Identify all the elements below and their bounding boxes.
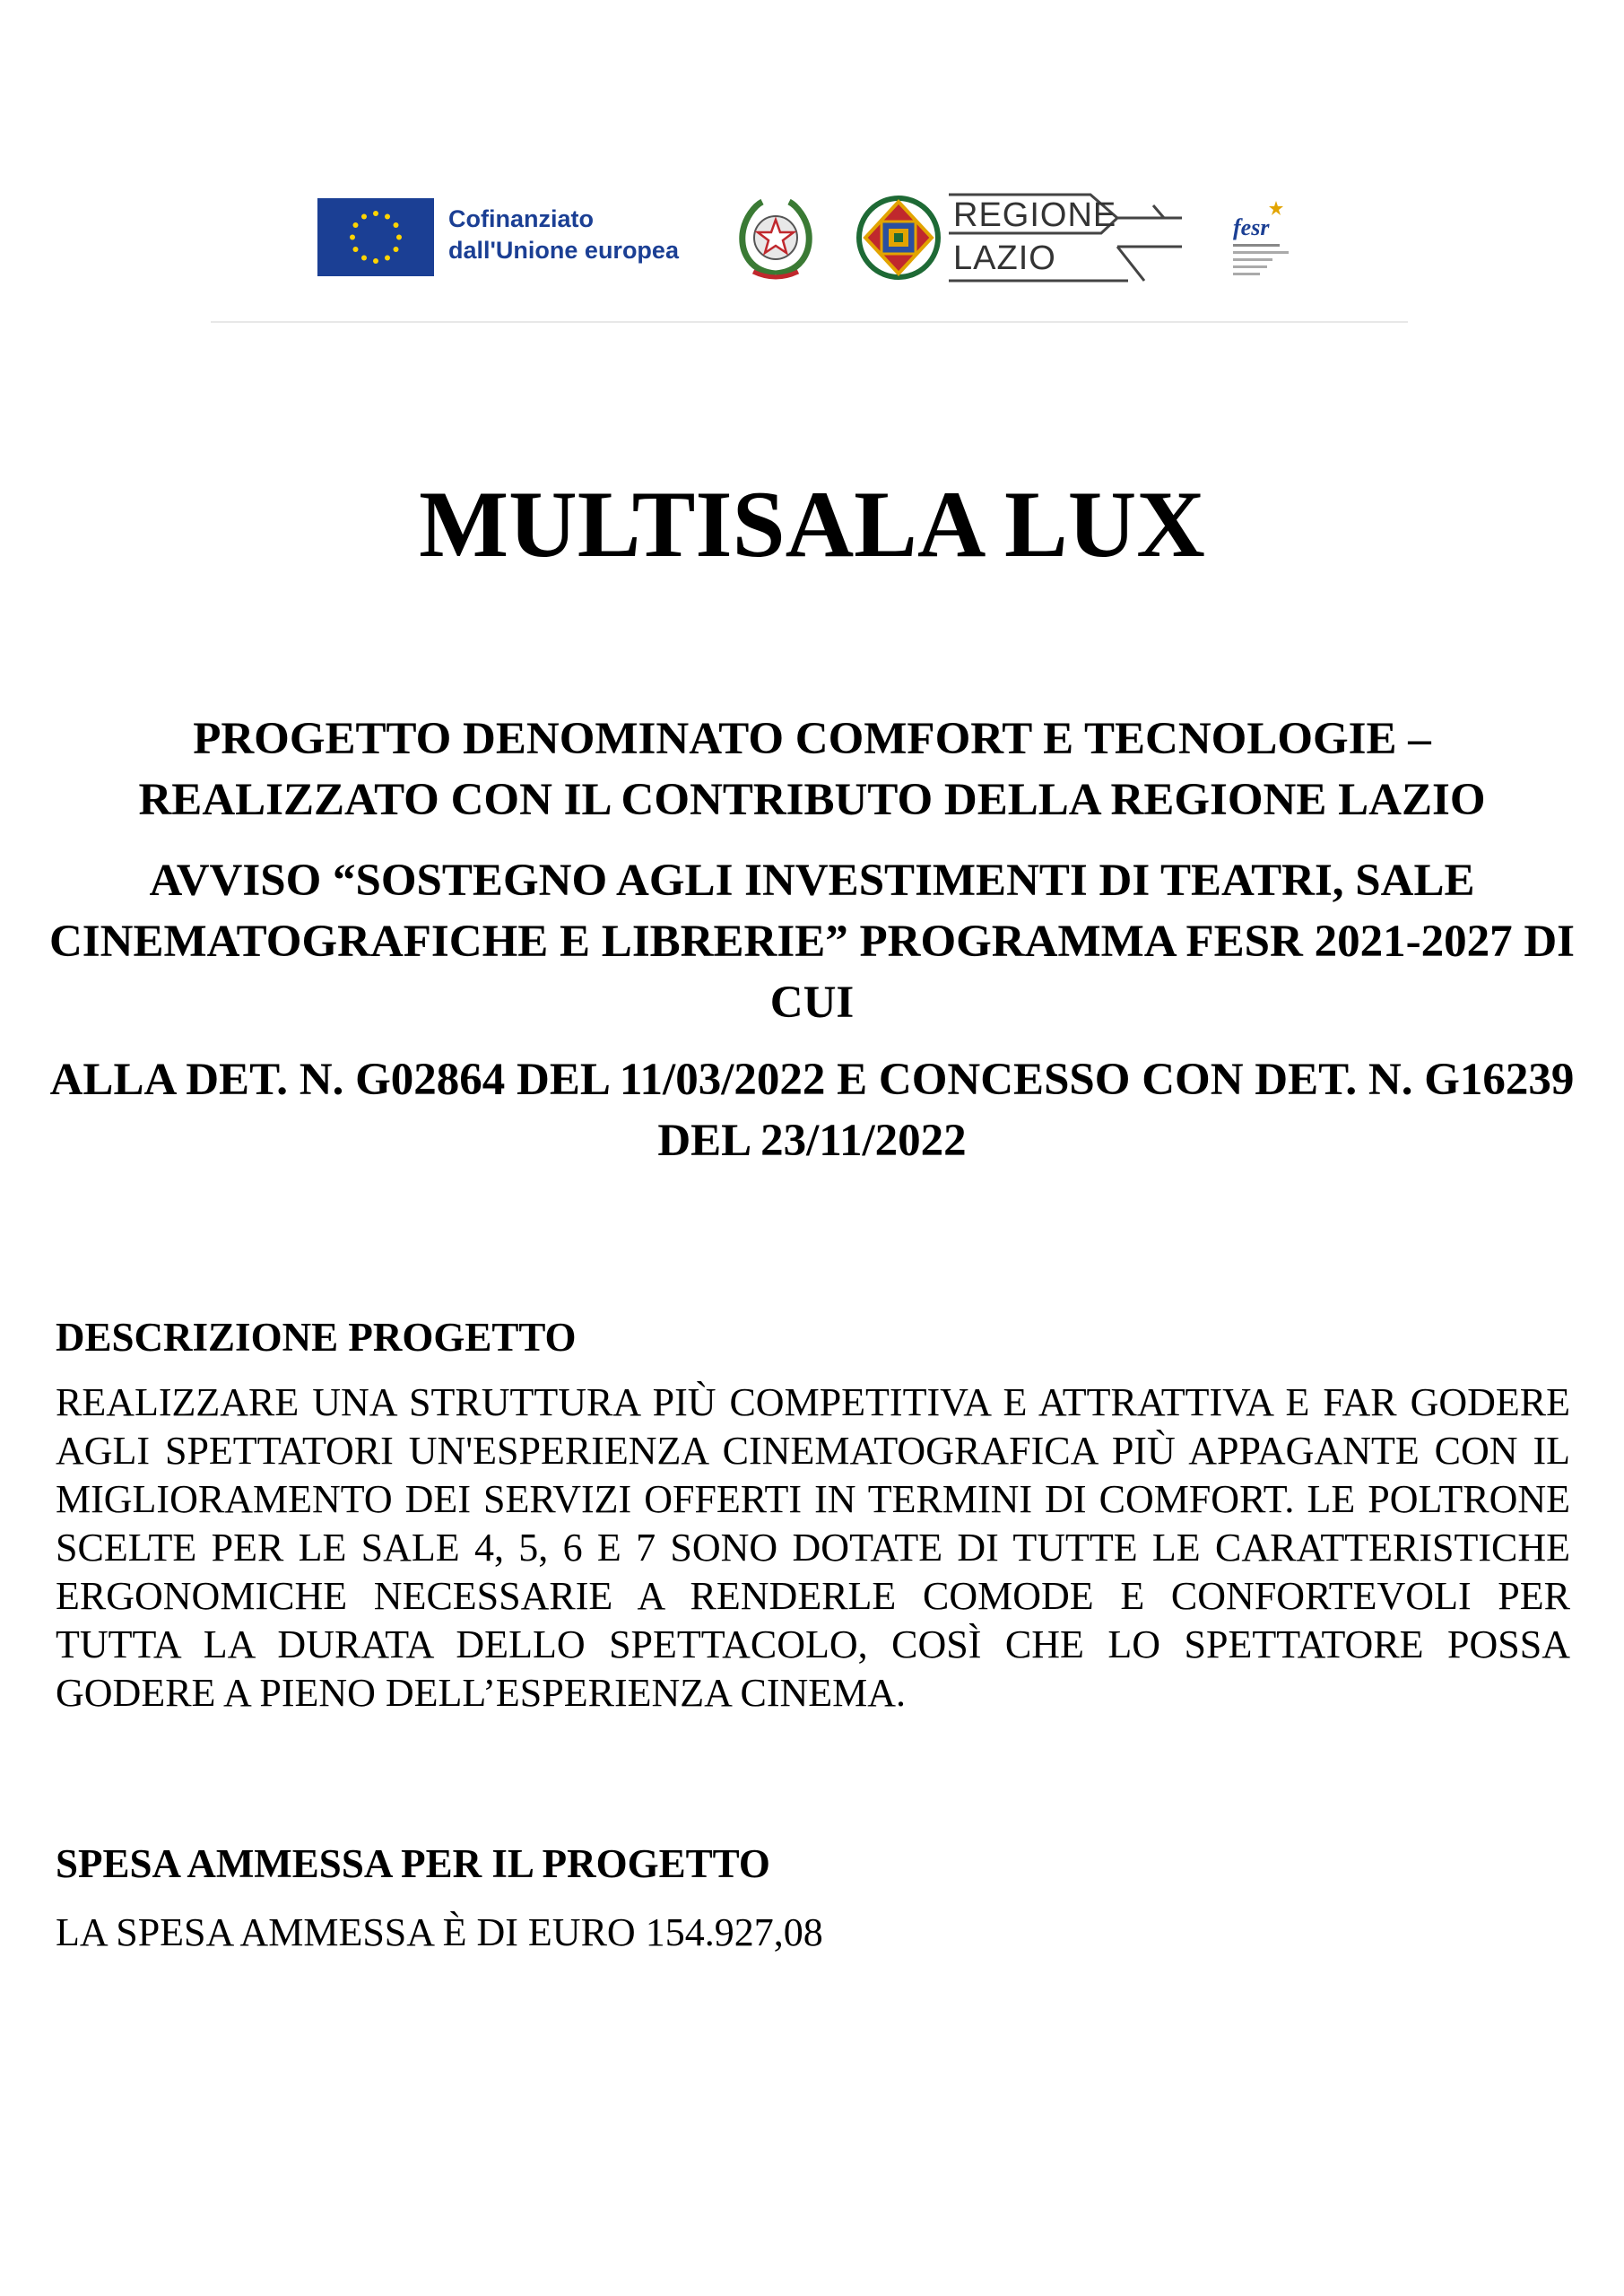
lazio-word-lazio: LAZIO <box>953 239 1056 277</box>
regione-lazio-wordmark <box>949 193 1184 283</box>
header-divider <box>211 321 1408 323</box>
spesa-section-title: SPESA AMMESSA PER IL PROGETTO <box>56 1841 770 1886</box>
eu-cofinanced-label <box>448 204 679 266</box>
project-heading: PROGETTO DENOMINATO COMFORT E TECNOLOGIE – REALIZZATO CON IL CONTRIBUTO DELLA REGIONE LAZIO <box>138 714 1486 825</box>
eu-label-line1: Cofinanziato <box>448 205 594 232</box>
spesa-text: LA SPESA AMMESSA È DI EURO 154.927,08 <box>56 1910 823 1954</box>
page-title: MULTISALA LUX <box>419 472 1205 577</box>
svg-text:fesr: fesr <box>1233 214 1270 240</box>
description-text: REALIZZARE UNA STRUTTURA PIÙ COMPETITIVA E ATTRATTIVA E FAR GODERE AGLI SPETTATORI UN'ESPERIENZA CINEMATOGRAFICA PIÙ APPAGANTE CON IL MIGLIORAMENTO DEI SERVIZI OFFERTI IN TERMINI DI COMFORT. LE POLTRONE SCELTE PER LE SALE 4, 5, 6 E 7 SONO DOTATE DI TUTTE LE CARATTERISTICHE ERGONOMICHE NECESSARIE A RENDERLE COMODE E CONFORTEVOLI PER TUTTA LA DURATA DELLO SPETTACOLO, COSÌ CHE LO SPETTATORE POSSA GODERE A PIENO DELL’ESPERIENZA CINEMA. <box>56 1380 1570 1715</box>
determination-heading: ALLA DET. N. G02864 DEL 11/03/2022 E CONCESSO CON DET. N. G16239 DEL 23/11/2022 <box>49 1055 1575 1166</box>
fesr-logo-icon <box>1224 197 1305 283</box>
description-section-title: DESCRIZIONE PROGETTO <box>56 1315 577 1360</box>
eu-flag-icon <box>317 198 434 276</box>
lazio-word-regione: REGIONE <box>953 196 1117 234</box>
logo-bar <box>0 193 1624 287</box>
eu-label-line2: dall'Unione europea <box>448 237 679 264</box>
regione-lazio-emblem-icon <box>856 193 942 283</box>
italian-republic-emblem-icon <box>735 195 816 281</box>
notice-heading: AVVISO “SOSTEGNO AGLI INVESTIMENTI DI TEATRI, SALE CINEMATOGRAFICHE E LIBRERIE” PROGRAMMA FESR 2021-2027 DI CUI <box>48 856 1576 1028</box>
